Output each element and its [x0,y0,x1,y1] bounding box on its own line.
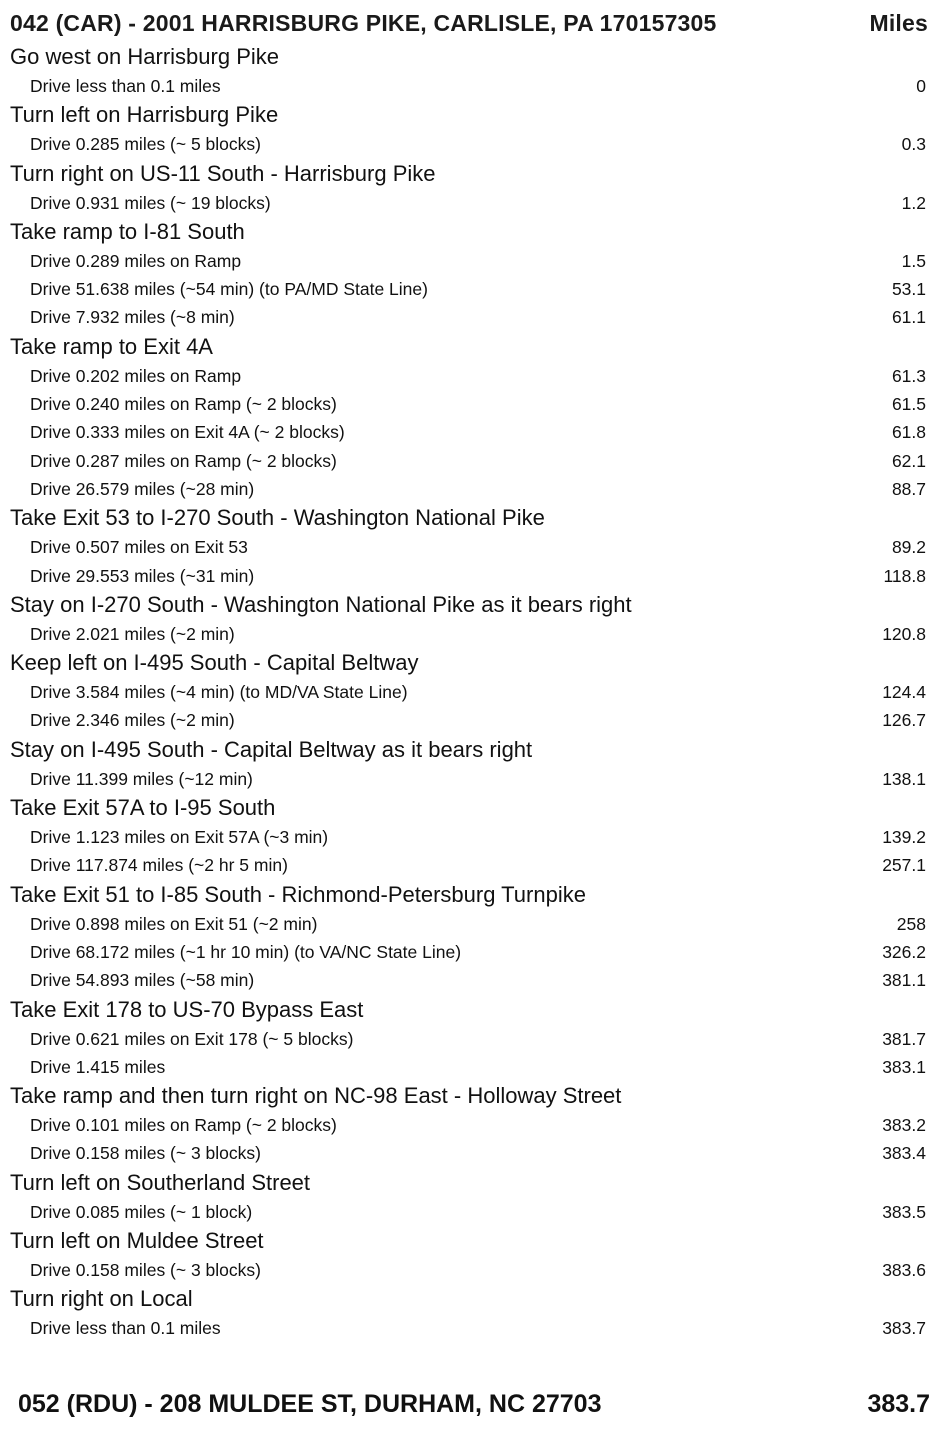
cumulative-miles: 126.7 [882,710,926,731]
drive-description: Drive 0.101 miles on Ramp (~ 2 blocks) [30,1115,337,1136]
drive-row [0,910,942,938]
drive-row [0,620,942,648]
cumulative-miles: 383.2 [882,1115,926,1136]
cumulative-miles: 61.3 [891,365,926,386]
cumulative-miles: 53.1 [891,279,926,300]
cumulative-miles: 381.1 [882,970,926,991]
miles-column-header: Miles [869,9,928,36]
route-footer [18,1386,930,1422]
step-instruction: Take Exit 53 to I-270 South - Washington National Pike [10,505,545,531]
drive-row [0,1139,942,1167]
step-instruction: Go west on Harrisburg Pike [10,44,279,69]
drive-row [0,390,942,418]
cumulative-miles: 383.5 [882,1201,926,1222]
step-instruction: Stay on I-270 South - Washington National Pike as it bears right [10,591,632,617]
step-instruction: Take Exit 51 to I-85 South - Richmond-Petersburg Turnpike [10,881,586,907]
cumulative-miles: 383.4 [882,1143,926,1164]
cumulative-miles: 118.8 [883,565,926,586]
drive-description: Drive 0.898 miles on Exit 51 (~2 min) [30,913,318,934]
drive-description: Drive 7.932 miles (~8 min) [30,307,235,328]
drive-description: Drive 0.240 miles on Ramp (~ 2 blocks) [30,394,337,415]
cumulative-miles: 257.1 [882,855,926,876]
cumulative-miles: 61.5 [891,394,926,415]
step-instruction: Stay on I-495 South - Capital Beltway as it bears right [10,736,533,762]
drive-row [0,562,942,590]
drive-description: Drive 68.172 miles (~1 hr 10 min) (to VA/NC State Line) [30,941,462,962]
drive-description: Drive 54.893 miles (~58 min) [30,970,255,991]
drive-row [0,475,942,503]
step-instruction: Keep left on I-495 South - Capital Beltway [10,650,419,676]
cumulative-miles: 258 [896,913,926,934]
drive-description: Drive 0.085 miles (~ 1 block) [30,1201,253,1222]
cumulative-miles: 1.5 [901,250,926,271]
drive-description: Drive 0.202 miles on Ramp [30,365,242,386]
drive-description: Drive 1.123 miles on Exit 57A (~3 min) [30,827,329,848]
drive-row [0,1314,942,1342]
cumulative-miles: 61.8 [891,422,926,443]
drive-row [0,1111,942,1139]
total-miles: 383.7 [867,1389,930,1418]
step-instruction: Turn right on US-11 South - Harrisburg Pike [10,160,436,186]
drive-row [0,247,942,275]
cumulative-miles: 1.2 [901,192,926,213]
cumulative-miles: 0 [916,76,926,96]
drive-row [0,938,942,966]
drive-row [0,130,942,158]
drive-description: Drive 29.553 miles (~31 min) [30,565,255,586]
cumulative-miles: 138.1 [882,768,926,789]
drive-row [0,72,942,100]
drive-description: Drive 11.399 miles (~12 min) [30,768,253,789]
step-instruction: Turn left on Muldee Street [10,1228,264,1254]
drive-row [0,447,942,475]
drive-description: Drive less than 0.1 miles [30,76,221,96]
drive-row [0,1256,942,1284]
cumulative-miles: 89.2 [891,537,926,558]
drive-description: Drive 0.287 miles on Ramp (~ 2 blocks) [30,450,337,471]
route-header [10,4,928,42]
drive-description: Drive 0.158 miles (~ 3 blocks) [30,1260,261,1281]
drive-row [0,362,942,390]
drive-description: Drive 0.285 miles (~ 5 blocks) [30,134,261,155]
origin-address: 042 (CAR) - 2001 HARRISBURG PIKE, CARLISLE, PA 170157305 [10,9,717,36]
cumulative-miles: 381.7 [882,1028,926,1049]
step-instruction: Take ramp to Exit 4A [10,333,213,359]
step-instruction: Turn left on Harrisburg Pike [10,102,279,128]
drive-row [0,765,942,793]
step-instruction: Turn left on Southerland Street [10,1169,311,1195]
drive-description: Drive 0.507 miles on Exit 53 [30,537,248,558]
cumulative-miles: 383.6 [882,1260,926,1281]
drive-description: Drive 2.021 miles (~2 min) [30,623,235,644]
cumulative-miles: 88.7 [891,478,926,499]
drive-row [0,533,942,561]
drive-row [0,966,942,994]
cumulative-miles: 120.8 [882,623,926,644]
drive-row [0,851,942,879]
drive-description: Drive 0.333 miles on Exit 4A (~ 2 blocks) [30,422,345,443]
route-steps [0,42,942,1343]
drive-row [0,1025,942,1053]
step-instruction: Take ramp to I-81 South [10,218,245,244]
step-instruction: Turn right on Local [10,1286,193,1312]
drive-row [0,678,942,706]
drive-row [0,706,942,734]
drive-description: Drive less than 0.1 miles [30,1318,221,1339]
drive-description: Drive 0.931 miles (~ 19 blocks) [30,192,271,213]
cumulative-miles: 0.3 [901,134,926,155]
drive-row [0,1198,942,1226]
drive-row [0,823,942,851]
drive-description: Drive 1.415 miles [30,1056,166,1077]
drive-description: Drive 26.579 miles (~28 min) [30,478,255,499]
drive-description: Drive 0.289 miles on Ramp [30,250,242,271]
drive-description: Drive 51.638 miles (~54 min) (to PA/MD State Line) [30,279,428,300]
cumulative-miles: 326.2 [882,941,926,962]
drive-description: Drive 0.621 miles on Exit 178 (~ 5 blocks) [30,1028,354,1049]
step-instruction: Take ramp and then turn right on NC-98 East - Holloway Street [10,1083,622,1109]
cumulative-miles: 383.7 [882,1318,926,1339]
drive-row [0,275,942,303]
cumulative-miles: 139.2 [882,827,926,848]
destination-address: 052 (RDU) - 208 MULDEE ST, DURHAM, NC 27703 [18,1389,602,1418]
drive-description: Drive 3.584 miles (~4 min) (to MD/VA State Line) [30,682,408,703]
cumulative-miles: 124.4 [882,682,926,703]
drive-row [0,189,942,217]
drive-description: Drive 0.158 miles (~ 3 blocks) [30,1143,261,1164]
drive-row [0,1053,942,1081]
cumulative-miles: 383.1 [882,1056,926,1077]
cumulative-miles: 61.1 [891,307,926,328]
cumulative-miles: 62.1 [891,450,926,471]
drive-row [0,418,942,446]
step-instruction: Take Exit 57A to I-95 South [10,795,276,821]
step-instruction: Take Exit 178 to US-70 Bypass East [10,996,364,1022]
drive-description: Drive 2.346 miles (~2 min) [30,710,235,731]
drive-description: Drive 117.874 miles (~2 hr 5 min) [30,855,288,876]
drive-row [0,303,942,331]
